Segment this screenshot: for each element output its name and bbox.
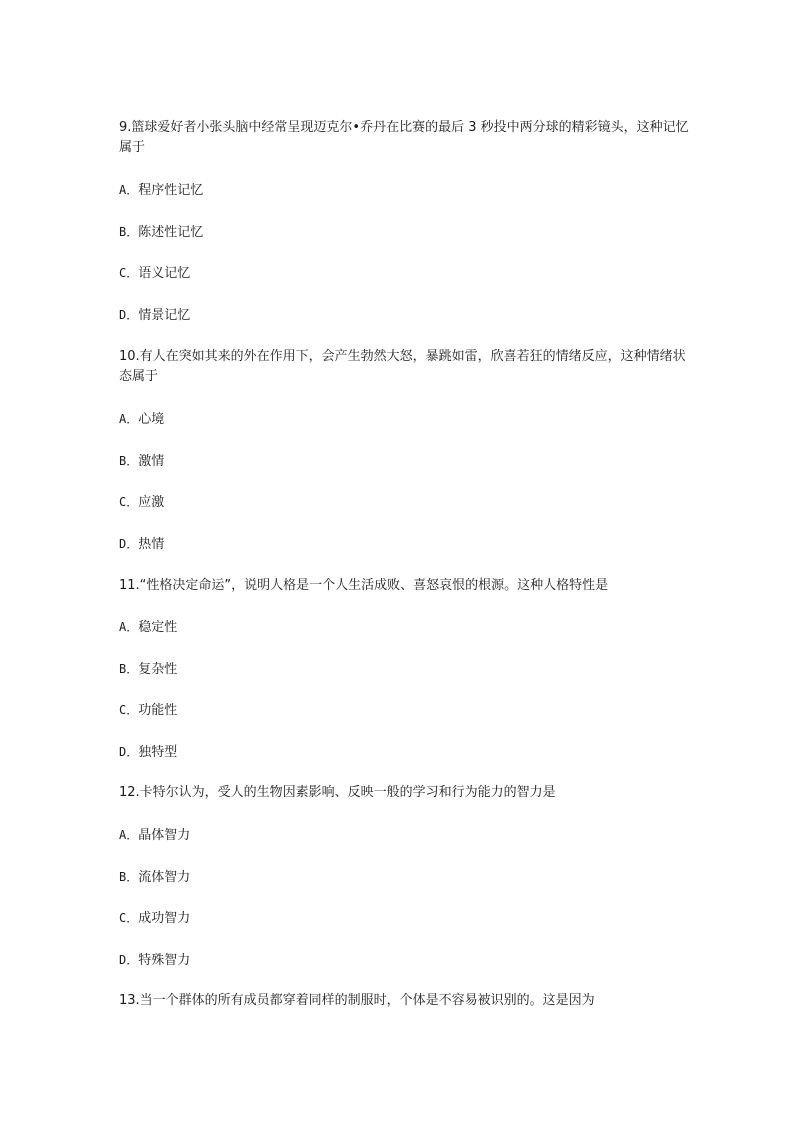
option-letter: A． bbox=[119, 828, 139, 842]
option-text: 成功智力 bbox=[138, 911, 191, 926]
question-11-option-b bbox=[119, 659, 689, 680]
question-10-option-c bbox=[119, 492, 689, 513]
option-letter: C． bbox=[119, 911, 139, 925]
question-11-option-d bbox=[119, 742, 689, 763]
option-text: 应激 bbox=[138, 495, 165, 510]
option-letter: D． bbox=[119, 953, 139, 967]
option-letter: C． bbox=[119, 266, 139, 280]
option-letter: B． bbox=[119, 662, 139, 676]
question-12-option-c bbox=[119, 908, 689, 929]
option-text: 语义记忆 bbox=[138, 266, 191, 281]
option-text: 陈述性记忆 bbox=[138, 225, 204, 240]
option-text: 功能性 bbox=[138, 703, 178, 718]
option-text: 复杂性 bbox=[138, 662, 178, 677]
question-12-option-a bbox=[119, 825, 689, 846]
option-letter: A． bbox=[119, 412, 139, 426]
option-text: 晶体智力 bbox=[138, 828, 191, 843]
option-text: 稳定性 bbox=[138, 620, 178, 635]
option-letter: B． bbox=[119, 454, 139, 468]
question-9-option-a bbox=[119, 180, 689, 201]
question-11-stem: 11.“性格决定命运”，说明人格是一个人生活成败、喜怒哀恨的根源。这种人格特性是 bbox=[119, 578, 609, 593]
option-letter: A． bbox=[119, 620, 139, 634]
question-9-option-d bbox=[119, 305, 689, 326]
option-letter: B． bbox=[119, 870, 139, 884]
option-text: 程序性记忆 bbox=[138, 183, 204, 198]
option-letter: B． bbox=[119, 225, 139, 239]
option-letter: D． bbox=[119, 308, 139, 322]
option-letter: C． bbox=[119, 703, 139, 717]
option-text: 独特型 bbox=[138, 745, 178, 760]
question-10-option-a bbox=[119, 409, 689, 430]
option-text: 流体智力 bbox=[138, 870, 191, 885]
question-10-option-b bbox=[119, 451, 689, 472]
question-12-option-b bbox=[119, 867, 689, 888]
question-12-stem: 12.卡特尔认为，受人的生物因素影响、反映一般的学习和行为能力的智力是 bbox=[119, 785, 556, 800]
question-9-option-c bbox=[119, 263, 689, 284]
question-13-stem: 13.当一个群体的所有成员都穿着同样的制服时，个体是不容易被识别的。这是因为 bbox=[119, 993, 595, 1008]
question-11-option-a bbox=[119, 617, 689, 638]
option-text: 特殊智力 bbox=[138, 953, 191, 968]
option-text: 热情 bbox=[138, 537, 165, 552]
question-12-option-d bbox=[119, 950, 689, 971]
question-9-option-b bbox=[119, 222, 689, 243]
question-9-stem: 9.篮球爱好者小张头脑中经常呈现迈克尔•乔丹在比赛的最后 3 秒投中两分球的精彩镜头，这种记忆属于 bbox=[119, 120, 689, 155]
option-letter: C． bbox=[119, 495, 139, 509]
option-letter: D． bbox=[119, 745, 139, 759]
question-10-stem: 10.有人在突如其来的外在作用下，会产生勃然大怒，暴跳如雷，欣喜若狂的情绪反应，这种情绪状态属于 bbox=[119, 349, 686, 384]
question-11-option-c bbox=[119, 700, 689, 721]
option-text: 心境 bbox=[138, 412, 165, 427]
option-text: 激情 bbox=[138, 454, 165, 469]
option-letter: A． bbox=[119, 183, 139, 197]
option-text: 情景记忆 bbox=[138, 308, 191, 323]
question-10-option-d bbox=[119, 534, 689, 555]
option-letter: D． bbox=[119, 537, 139, 551]
